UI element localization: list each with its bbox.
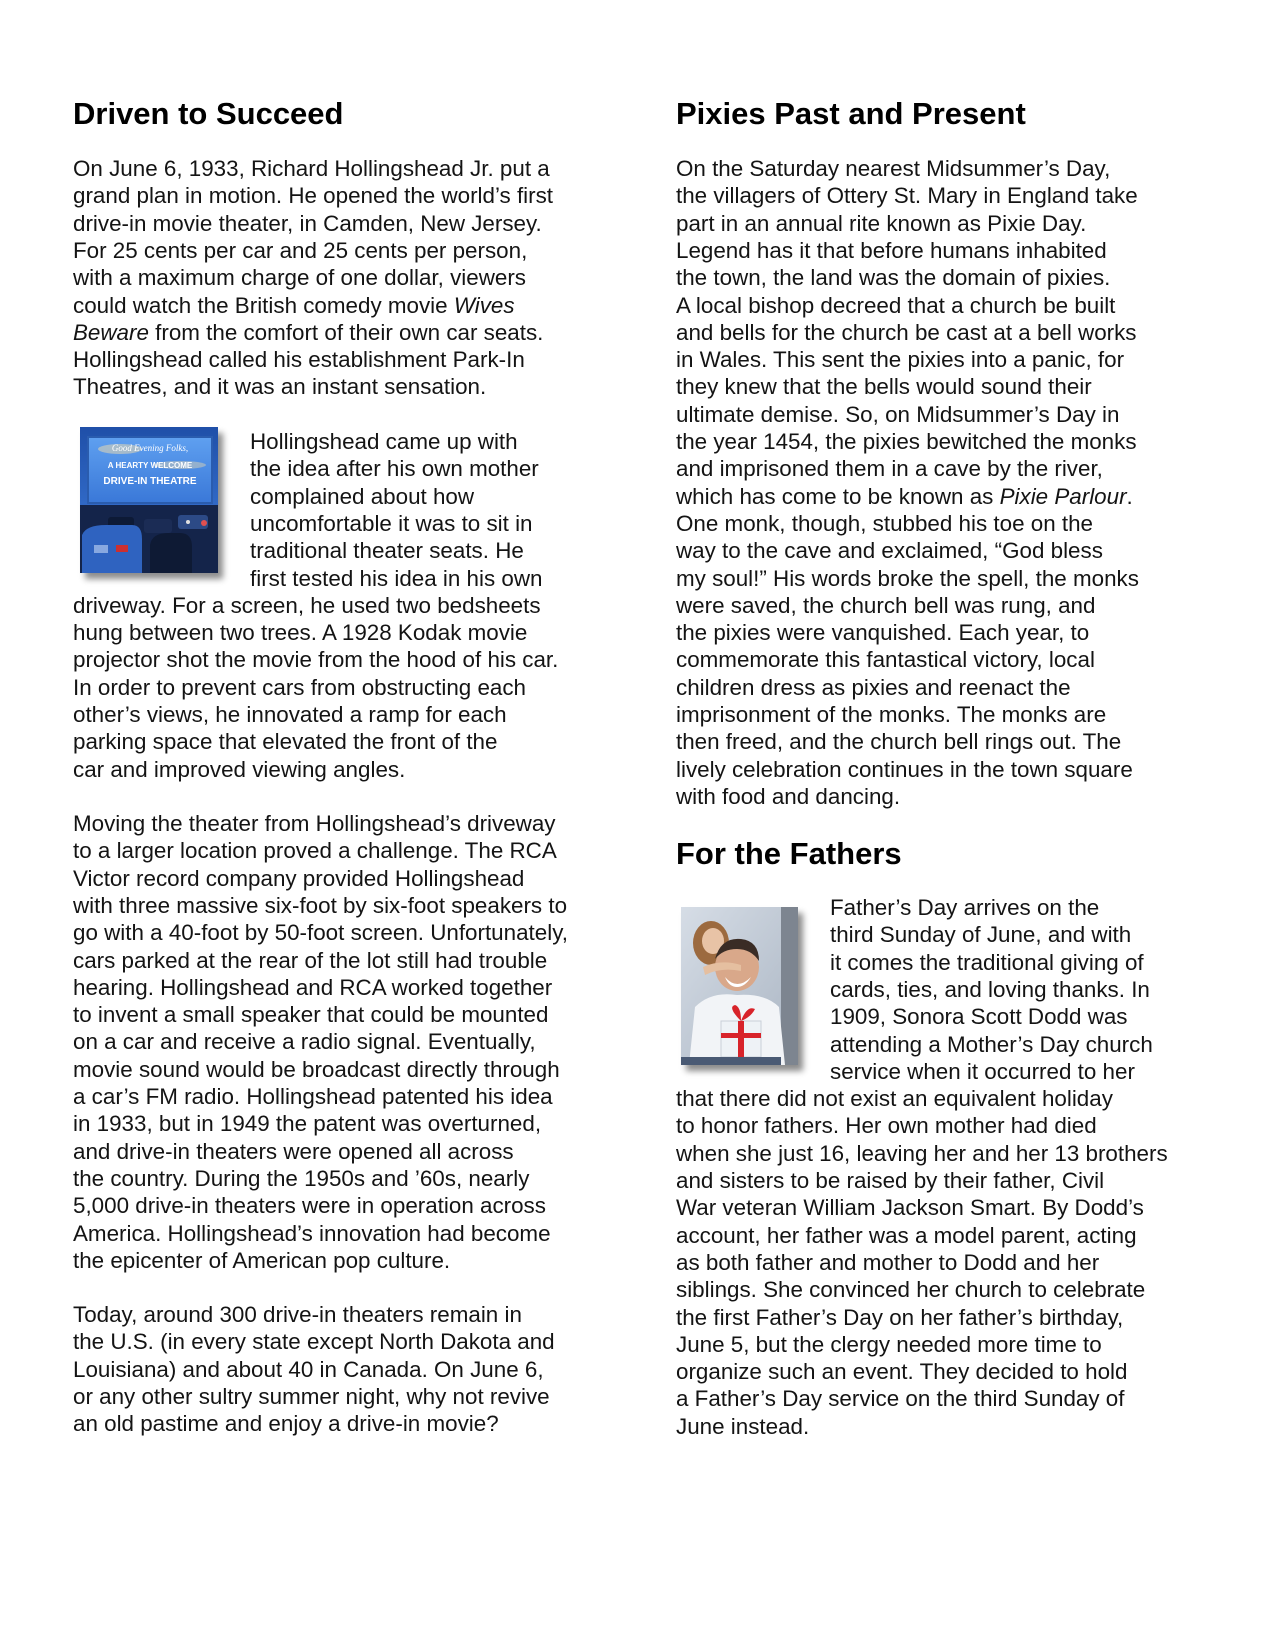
text-line: the country. During the 1950s and ’60s, nearly [73,1165,530,1191]
text-line [73,292,515,321]
text-line: 1909, Sonora Scott Dodd was [830,1004,1128,1030]
text-line: attending a Mother’s Day church [830,1031,1153,1057]
text-line: the town, the land was the domain of pixies. [676,265,1111,291]
text-line: in 1933, but in 1949 the patent was overturned, [73,1111,542,1137]
text-line: grand plan in motion. He opened the world’s first [73,183,554,209]
text-line: part in an annual rite known as Pixie Day. [676,210,1087,236]
text-line: the U.S. (in every state except North Dakota and [73,1329,555,1355]
text-line: children dress as pixies and reenact the [676,674,1071,700]
text-line: Today, around 300 drive-in theaters remain in [73,1302,522,1327]
text-line: and imprisoned them in a cave by the river, [676,456,1103,482]
article-title: For the Fathers [676,836,902,871]
text-line: the pixies were vanquished. Each year, to [676,620,1090,646]
drive-in-theatre-photo [80,427,218,573]
text-line: organize such an event. They decided to hold [676,1359,1128,1385]
text-line: movie sound would be broadcast directly through [73,1056,560,1082]
text-line: service when it occurred to her [830,1058,1135,1084]
text-line: projector shot the movie from the hood of his car. [73,647,559,673]
text-line: commemorate this fantastical victory, local [676,647,1095,673]
father-daughter-photo [681,907,798,1065]
text-line: with food and dancing. [676,783,901,809]
text-line: a Father’s Day service on the third Sunday of [676,1386,1125,1412]
text-line: Hollingshead called his establishment Park-In [73,347,525,373]
text-line: car and improved viewing angles. [73,756,406,782]
text-line: were saved, the church bell was rung, and [676,592,1096,618]
text-line: Hollingshead came up with [250,429,518,454]
text-line: the villagers of Ottery St. Mary in England take [676,183,1138,209]
text-line: For 25 cents per car and 25 cents per person, [73,237,528,263]
text-line: when she just 16, leaving her and her 13 brothers [676,1140,1168,1166]
text-line: to honor fathers. Her own mother had died [676,1113,1097,1139]
text-line: Louisiana) and about 40 in Canada. On June 6, [73,1356,544,1382]
text-line: go with a 40-foot by 50-foot screen. Unfortunately, [73,920,568,946]
text-line: it comes the traditional giving of [830,949,1144,975]
text-line: 5,000 drive-in theaters were in operation across [73,1193,546,1219]
text-line: the first Father’s Day on her father’s birthday, [676,1304,1124,1330]
text-line: with a maximum charge of one dollar, viewers [73,265,526,291]
text-line: One monk, though, stubbed his toe on the [676,510,1094,536]
text-line: the idea after his own mother [250,456,539,482]
text-line: or any other sultry summer night, why not revive [73,1383,550,1409]
text-line: Victor record company provided Hollingshead [73,865,525,891]
text-line: and bells for the church be cast at a bell works [676,319,1137,345]
text-line: June instead. [676,1413,810,1439]
text-line: then freed, and the church bell rings out. The [676,729,1122,755]
text-line: a car’s FM radio. Hollingshead patented his idea [73,1084,553,1109]
text-line: third Sunday of June, and with [830,922,1132,948]
article-title: Pixies Past and Present [676,96,1026,131]
text-line: traditional theater seats. He [250,538,524,564]
text-line: other’s views, he innovated a ramp for each [73,702,507,727]
text-line: the epicenter of American pop culture. [73,1247,451,1273]
text-line: account, her father was a model parent, acting [676,1222,1137,1248]
text-line: the year 1454, the pixies bewitched the monks [676,429,1137,454]
text-line: an old pastime and enjoy a drive-in movie? [73,1411,499,1437]
text-line: parking space that elevated the front of the [73,729,498,755]
text-run: which has come to be known as [676,483,1000,509]
text-line: first tested his idea in his own [250,565,543,591]
text-run: could watch the British comedy movie [73,292,454,318]
text-line: and drive-in theaters were opened all across [73,1138,514,1164]
text-line: War veteran William Jackson Smart. By Dodd’s [676,1195,1144,1221]
text-line: driveway. For a screen, he used two bedsheets [73,592,541,618]
text-line: to a larger location proved a challenge. The RCA [73,838,557,864]
movie-title-italic: Wives [453,292,515,318]
text-line: Theatres, and it was an instant sensation. [73,374,487,400]
text-line: Moving the theater from Hollingshead’s driveway [73,811,556,836]
text-line: that there did not exist an equivalent holiday [676,1086,1113,1112]
text-line: cars parked at the rear of the lot still had trouble [73,947,548,973]
text-line: way to the cave and exclaimed, “God bless [676,538,1103,564]
text-line: hearing. Hollingshead and RCA worked together [73,974,553,1000]
screen-text-line: A HEARTY WELCOME [107,461,193,470]
text-line: in Wales. This sent the pixies into a panic, for [676,347,1125,373]
text-line: ultimate demise. So, on Midsummer’s Day in [676,401,1120,427]
text-line [73,319,543,348]
text-run: from the comfort of their own car seats. [148,319,544,345]
text-line: cards, ties, and loving thanks. In [830,976,1150,1002]
text-line: Legend has it that before humans inhabited [676,237,1107,263]
text-line: uncomfortable it was to sit in [250,510,533,536]
text-line: siblings. She convinced her church to celebrate [676,1277,1146,1303]
text-line: lively celebration continues in the town square [676,756,1133,782]
screen-text-line: Good Evening Folks, [111,443,189,453]
text-line: to invent a small speaker that could be mounted [73,1002,549,1028]
text-line: as both father and mother to Dodd and her [676,1249,1100,1275]
text-line: June 5, but the clergy needed more time to [676,1331,1102,1357]
drive-in-image [80,427,218,573]
text-line: drive-in movie theater, in Camden, New Jersey. [73,210,542,236]
place-name-italic: Pixie Parlour [999,483,1127,509]
text-line: and sisters to be raised by their father, Civil [676,1168,1105,1193]
text-line: they knew that the bells would sound their [676,374,1092,400]
text-line: complained about how [250,483,475,509]
text-line: imprisonment of the monks. The monks are [676,702,1107,727]
text-line: with three massive six-foot by six-foot speakers to [73,892,568,918]
text-line: America. Hollingshead’s innovation had become [73,1220,551,1246]
movie-title-italic: Beware [73,319,149,345]
father-daughter-image [681,907,798,1065]
text-line: my soul!” His words broke the spell, the monks [676,565,1139,591]
text-line: hung between two trees. A 1928 Kodak movie [73,620,528,646]
article-title: Driven to Succeed [73,96,344,131]
text-line: Father’s Day arrives on the [830,895,1100,920]
text-line: On June 6, 1933, Richard Hollingshead Jr. put a [73,156,550,181]
text-line: A local bishop decreed that a church be built [676,292,1116,318]
text-run: . [1126,483,1133,509]
text-line: In order to prevent cars from obstructing each [73,674,527,700]
text-line [676,483,1133,512]
text-line: on a car and receive a radio signal. Eventually, [73,1029,536,1055]
screen-text-line: DRIVE-IN THEATRE [103,476,197,487]
text-line: On the Saturday nearest Midsummer’s Day, [676,156,1111,181]
